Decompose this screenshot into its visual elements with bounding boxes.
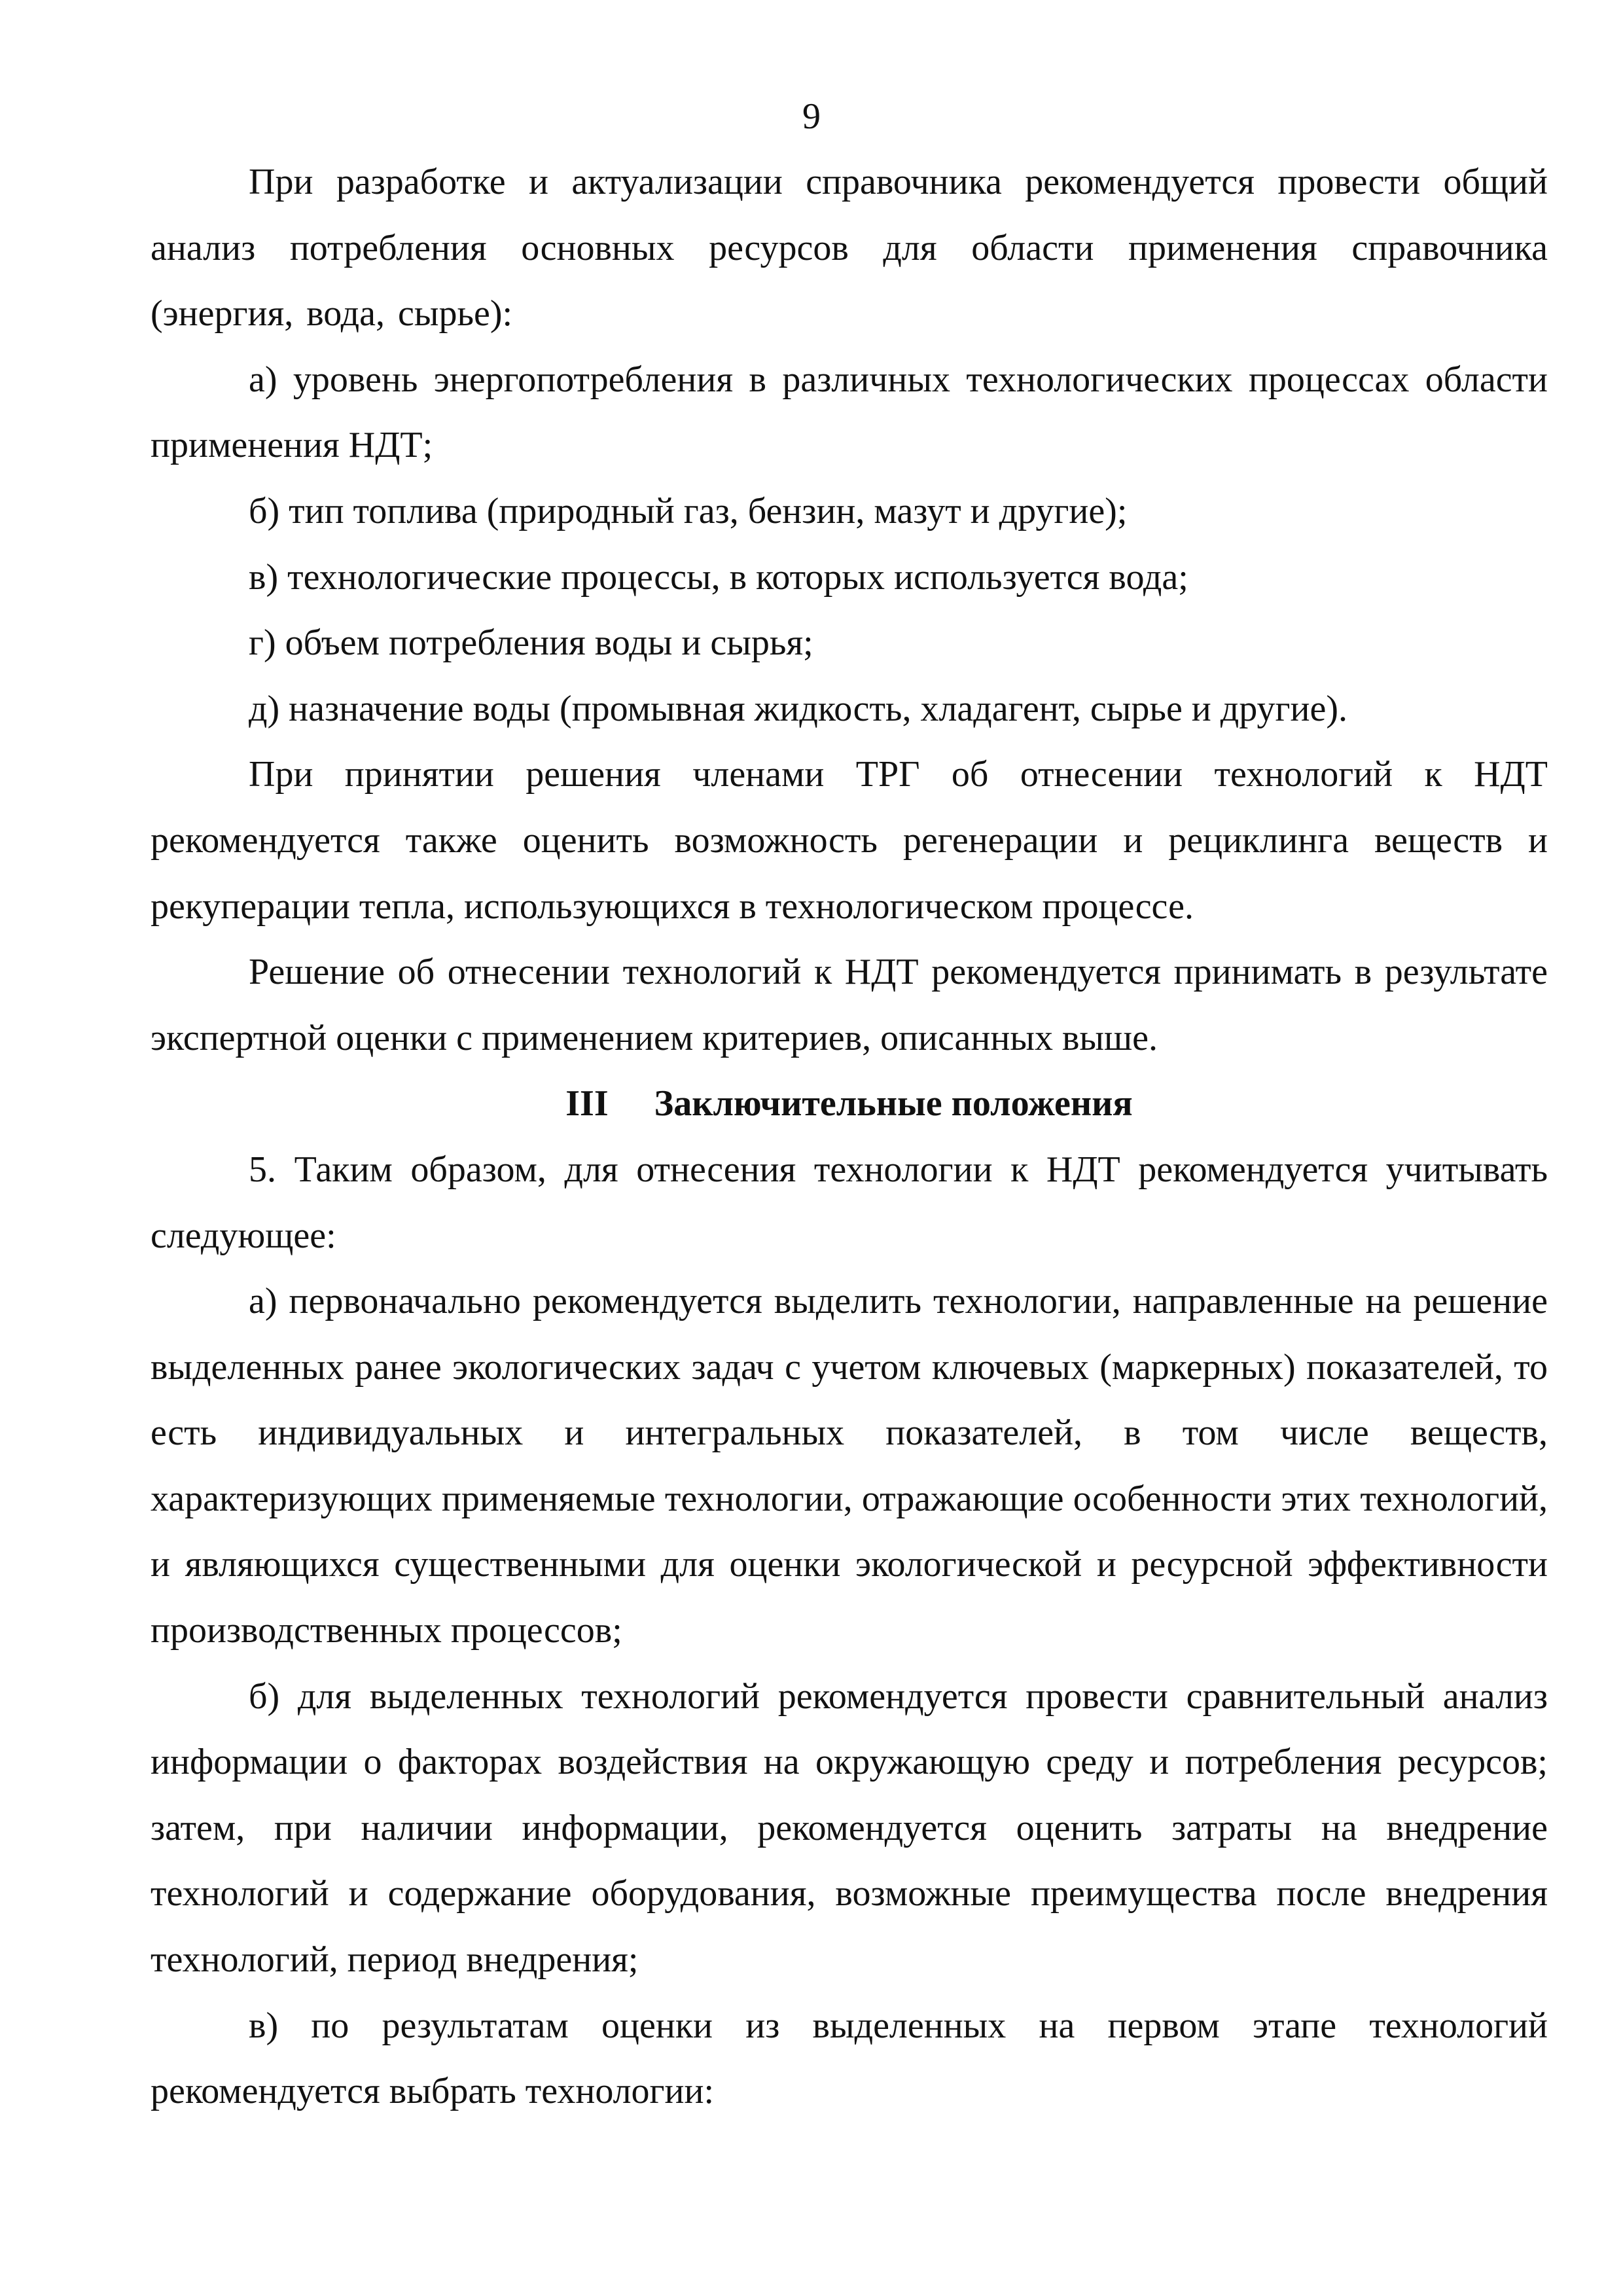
list-item-d-water-purpose: д) назначение воды (промывная жидкость, хладагент, сырье и другие). [249, 688, 1347, 729]
paragraph-resource-analysis: При разработке и актуализации справочника рекомендуется провести общий анализ потребления основных ресурсов для области применения справочника (энергия, вода, сырье): [151, 162, 1548, 334]
list-item-b-comparative-analysis: б) для выделенных технологий рекомендуется провести сравнительный анализ информации о факторах воздействия на окружающую среду и потребления ресурсов; затем, при наличии информации, рекомендуется оценить затраты на внедрение технологий и содержание оборудования, возможные преимущества после внедрения технологий, период внедрения; [151, 1676, 1548, 1981]
list-item-b-fuel: б) тип топлива (природный газ, бензин, мазут и другие); [249, 490, 1128, 531]
list-item-g-consumption: г) объем потребления воды и сырья; [249, 622, 813, 664]
paragraph-5-summary: 5. Таким образом, для отнесения технологии к НДТ рекомендуется учитывать следующее: [151, 1149, 1548, 1256]
section-title: Заключительные положения [654, 1083, 1133, 1124]
document-body [151, 149, 1548, 2125]
section-number: III [565, 1083, 609, 1124]
list-item-v-choose-technologies: в) по результатам оценки из выделенных на первом этапе технологий рекомендуется выбрать технологии: [151, 2005, 1548, 2112]
paragraph-expert-evaluation: Решение об отнесении технологий к НДТ рекомендуется принимать в результате экспертной оценки с применением критериев, описанных выше. [151, 952, 1548, 1058]
page-number: 9 [802, 96, 821, 137]
list-item-v-water-processes: в) технологические процессы, в которых используется вода; [249, 556, 1188, 598]
list-item-a-energy: а) уровень энергопотребления в различных технологических процессах области применения НДТ; [151, 359, 1548, 466]
list-item-a-select-technologies: а) первоначально рекомендуется выделить технологии, направленные на решение выделенных ранее экологических задач с учетом ключевых (маркерных) показателей, то есть индивидуальных и интегральных показателей, в том числе веществ, характеризующих применяемые технологии, отражающие особенности этих технологий, и являющихся существенными для оценки экологической и ресурсной эффективности производственных процессов; [151, 1281, 1548, 1651]
section-heading [151, 1071, 1548, 1137]
paragraph-trg-decision: При принятии решения членами ТРГ об отнесении технологий к НДТ рекомендуется также оценить возможность регенерации и рециклинга веществ и рекуперации тепла, использующихся в технологическом процессе. [151, 754, 1548, 927]
